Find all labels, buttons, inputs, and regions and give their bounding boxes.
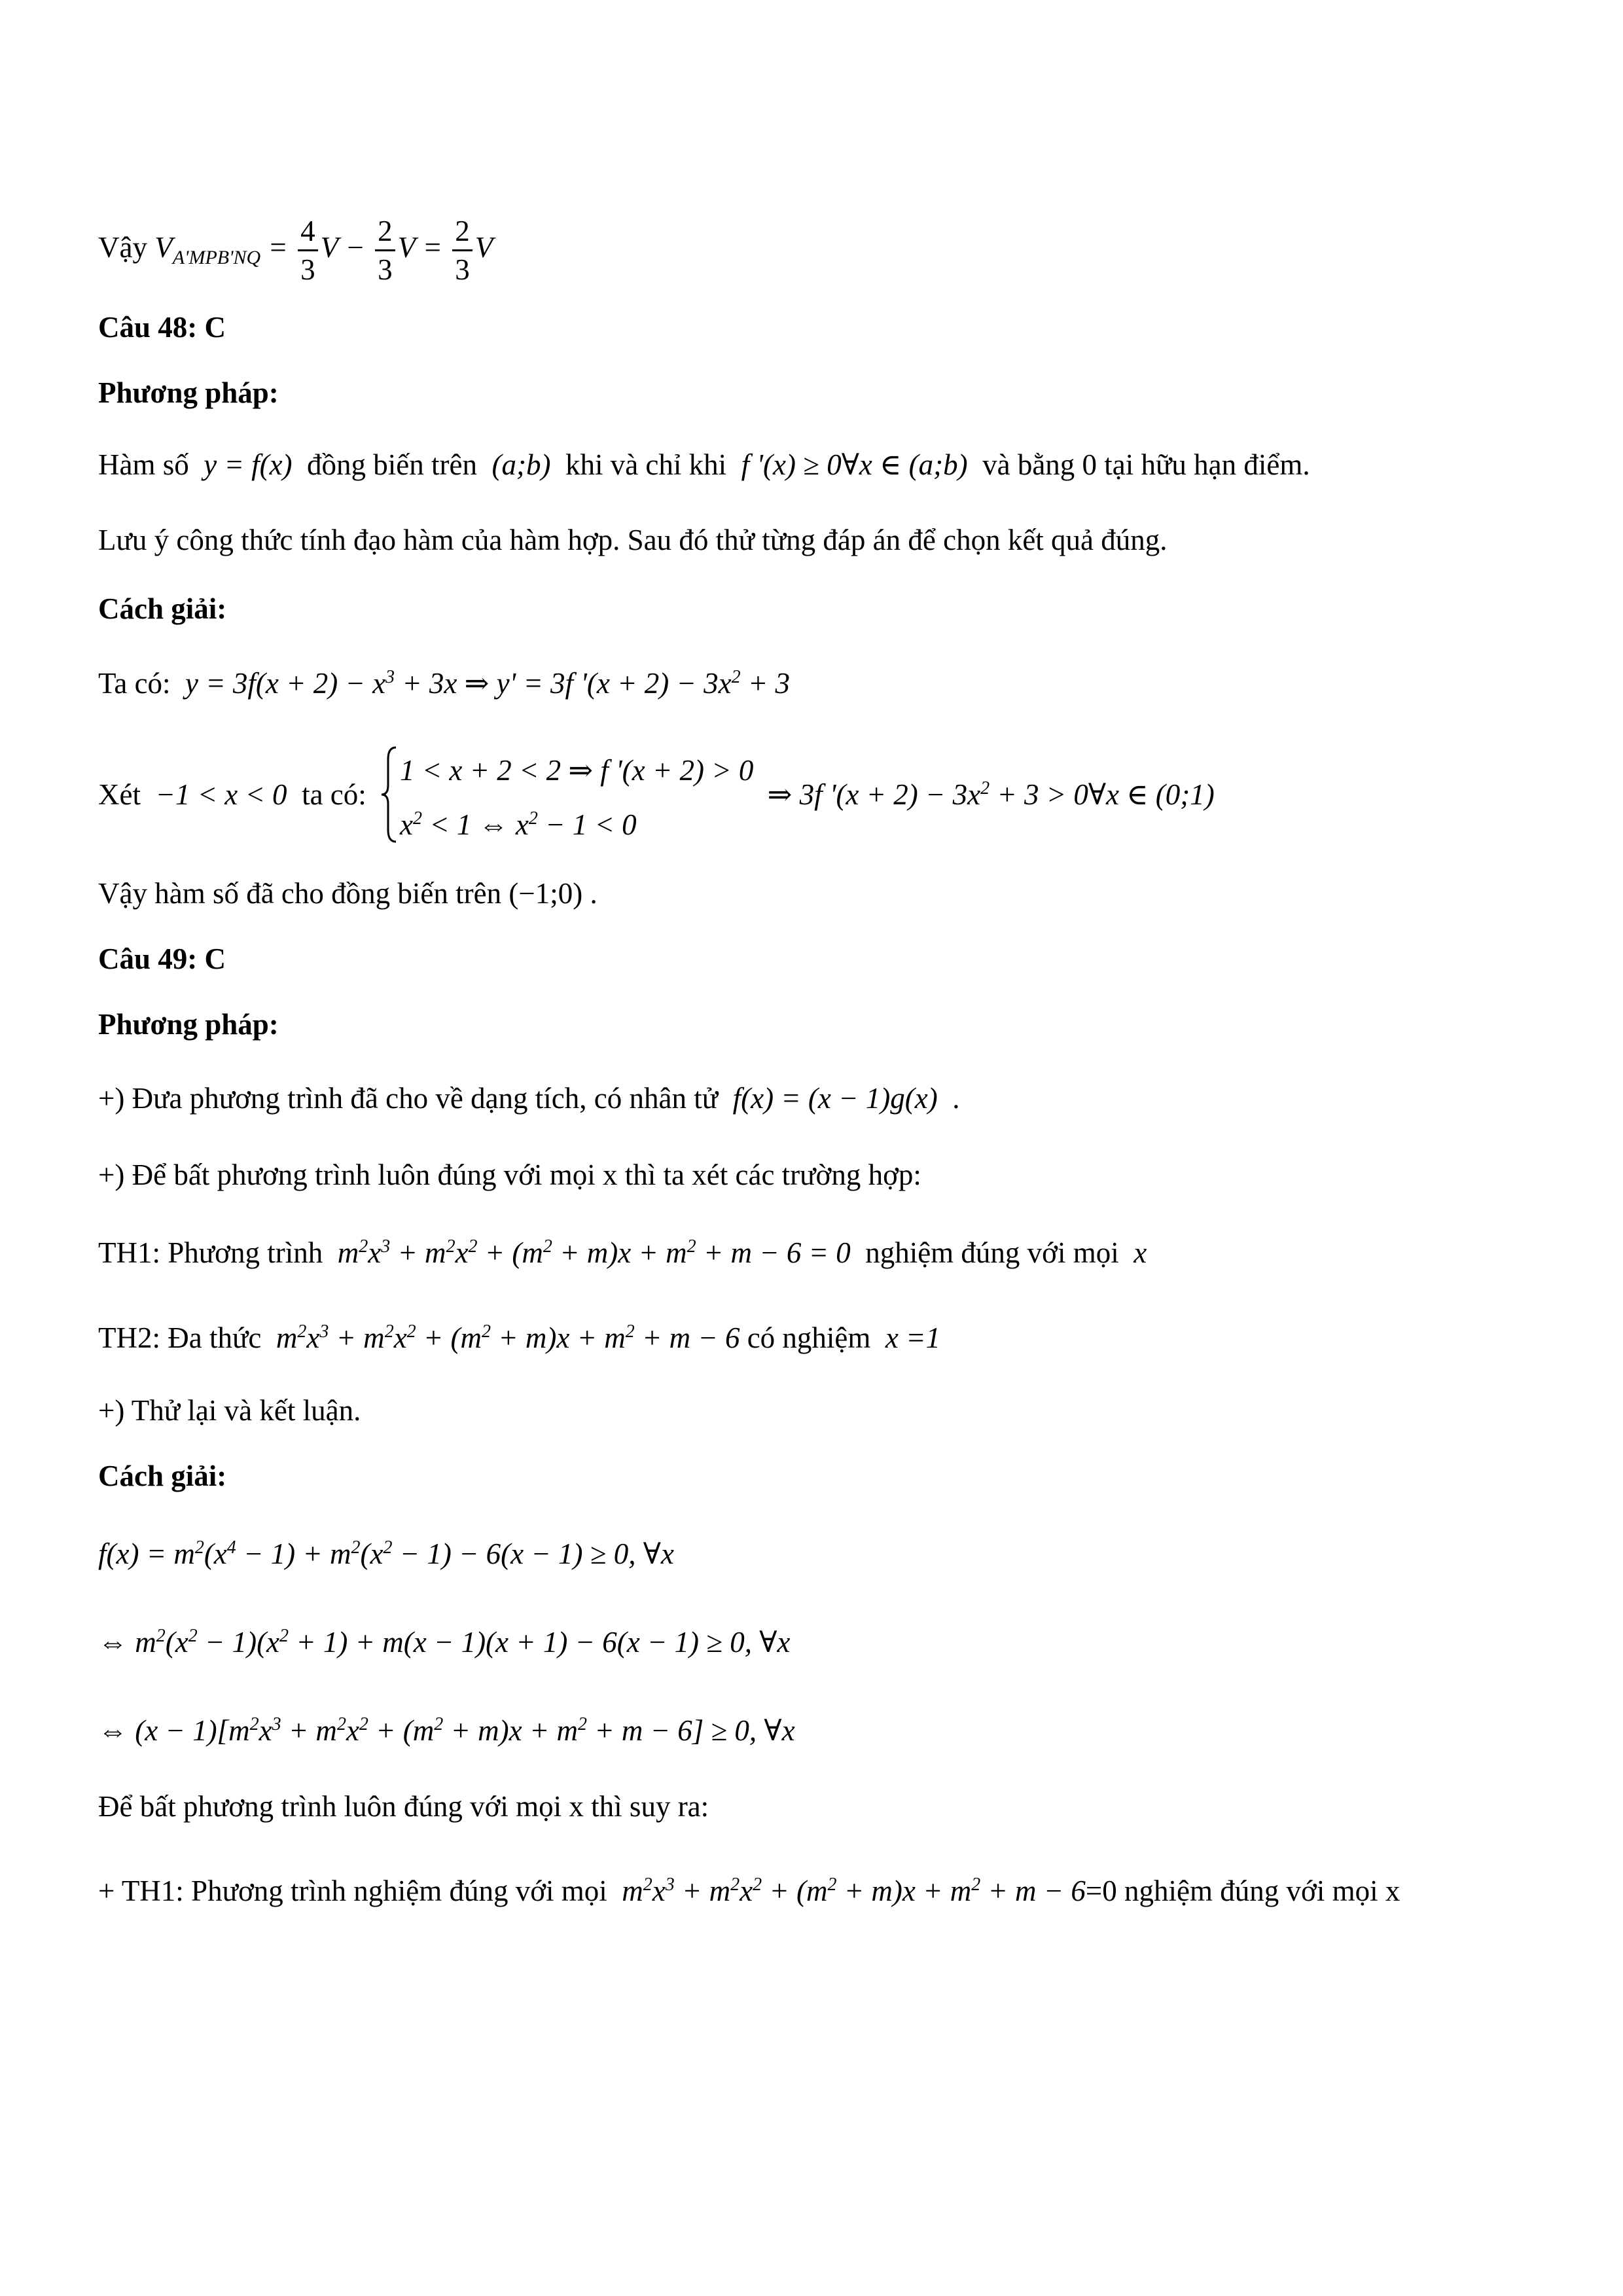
q49-step1: +) Đưa phương trình đã cho về dạng tích, có nhân tử f(x) = (x − 1)g(x) . (98, 1082, 960, 1115)
q48-method-line2: Lưu ý công thức tính đạo hàm của hàm hợp. Sau đó thử từng đáp án để chọn kết quả đúng. (98, 524, 1168, 556)
q48-heading: Câu 48: C (98, 311, 226, 344)
q49-eq1: $f(x) = m^2(x^4 - 1) + m^2(x^2 - 1) - 6(x - 1) \ge 0$, ∀x (98, 1537, 674, 1570)
volume-conclusion (98, 208, 493, 297)
q49-heading: Câu 49: C (98, 942, 226, 975)
q48-method-line1: Hàm số y = f(x) đồng biến trên (a;b) khi và chỉ khi f '(x) ≥ 0∀x ∈ (a;b) và bằng 0 tại hữu hạn điểm. (98, 448, 1310, 481)
q48-derivative: Ta có: $y = 3f(x + 2) - x^3 + 3x$ ⇒ y' = 3f '$(x + 2) - 3x^2 + 3$ (98, 667, 790, 700)
left-brace-icon (380, 746, 397, 843)
q49-eq3: ⇔ $(x - 1)[m^2x^3 + m^2x^2 + (m^2 + m)x + m^2 + m - 6] \ge 0$, ∀x (98, 1714, 795, 1747)
q49-step2: +) Để bất phương trình luôn đúng với mọi x thì ta xét các trường hợp: (98, 1158, 921, 1191)
q49-method-heading: Phương pháp: (98, 1008, 279, 1041)
q49-th1: TH1: Phương trình $m^2x^3 + m^2x^2 + (m^2 + m)x + m^2 + m - 6 = 0$ nghiệm đúng với mọi x (98, 1236, 1147, 1269)
q49-conclude-intro: Để bất phương trình luôn đúng với mọi x thì suy ra: (98, 1790, 709, 1823)
q49-solution-heading: Cách giải: (98, 1460, 227, 1492)
q48-conclusion: Vậy hàm số đã cho đồng biến trên (−1;0) . (98, 877, 597, 910)
volume-formula: $V_{A'MPB'NQ}$ = $\frac{4}{3}$ V − $\frac{2}{3}$ V = $\frac{2}{3}$ V (154, 231, 493, 264)
q49-th2: TH2: Đa thức $m^2x^3 + m^2x^2 + (m^2 + m)x + m^2 + m - 6$ có nghiệm x =1 (98, 1321, 940, 1354)
q48-method-heading: Phương pháp: (98, 376, 279, 409)
q48-solution-heading: Cách giải: (98, 592, 227, 625)
q48-case-check: Xét −1 < x < 0 ta có: 1 < x + 2 < 2 ⇒ f '(x + 2) > 0 $x^2 < 1$ ⇔ $x^2 - 1 < 0$ ⇒ 3f '$(x + 2) - 3x^2 + 3$ > 0∀x ∈ (0;1) (98, 736, 1215, 849)
inequality-system: 1 < x + 2 < 2 ⇒ f '(x + 2) > 0 $x^2 < 1$ ⇔ $x^2 - 1 < 0$ (380, 746, 753, 849)
q49-final: + TH1: Phương trình nghiệm đúng với mọi $m^2x^3 + m^2x^2 + (m^2 + m)x + m^2 + m - 6=0$ nghiệm đúng với mọi x (98, 1874, 1400, 1907)
q49-step3: +) Thử lại và kết luận. (98, 1394, 361, 1427)
vay-label: Vậy (98, 231, 147, 264)
q49-eq2: ⇔ $m^2(x^2 - 1)(x^2 + 1) + m(x - 1)(x + 1) - 6(x - 1) \ge 0$, ∀x (98, 1626, 791, 1659)
